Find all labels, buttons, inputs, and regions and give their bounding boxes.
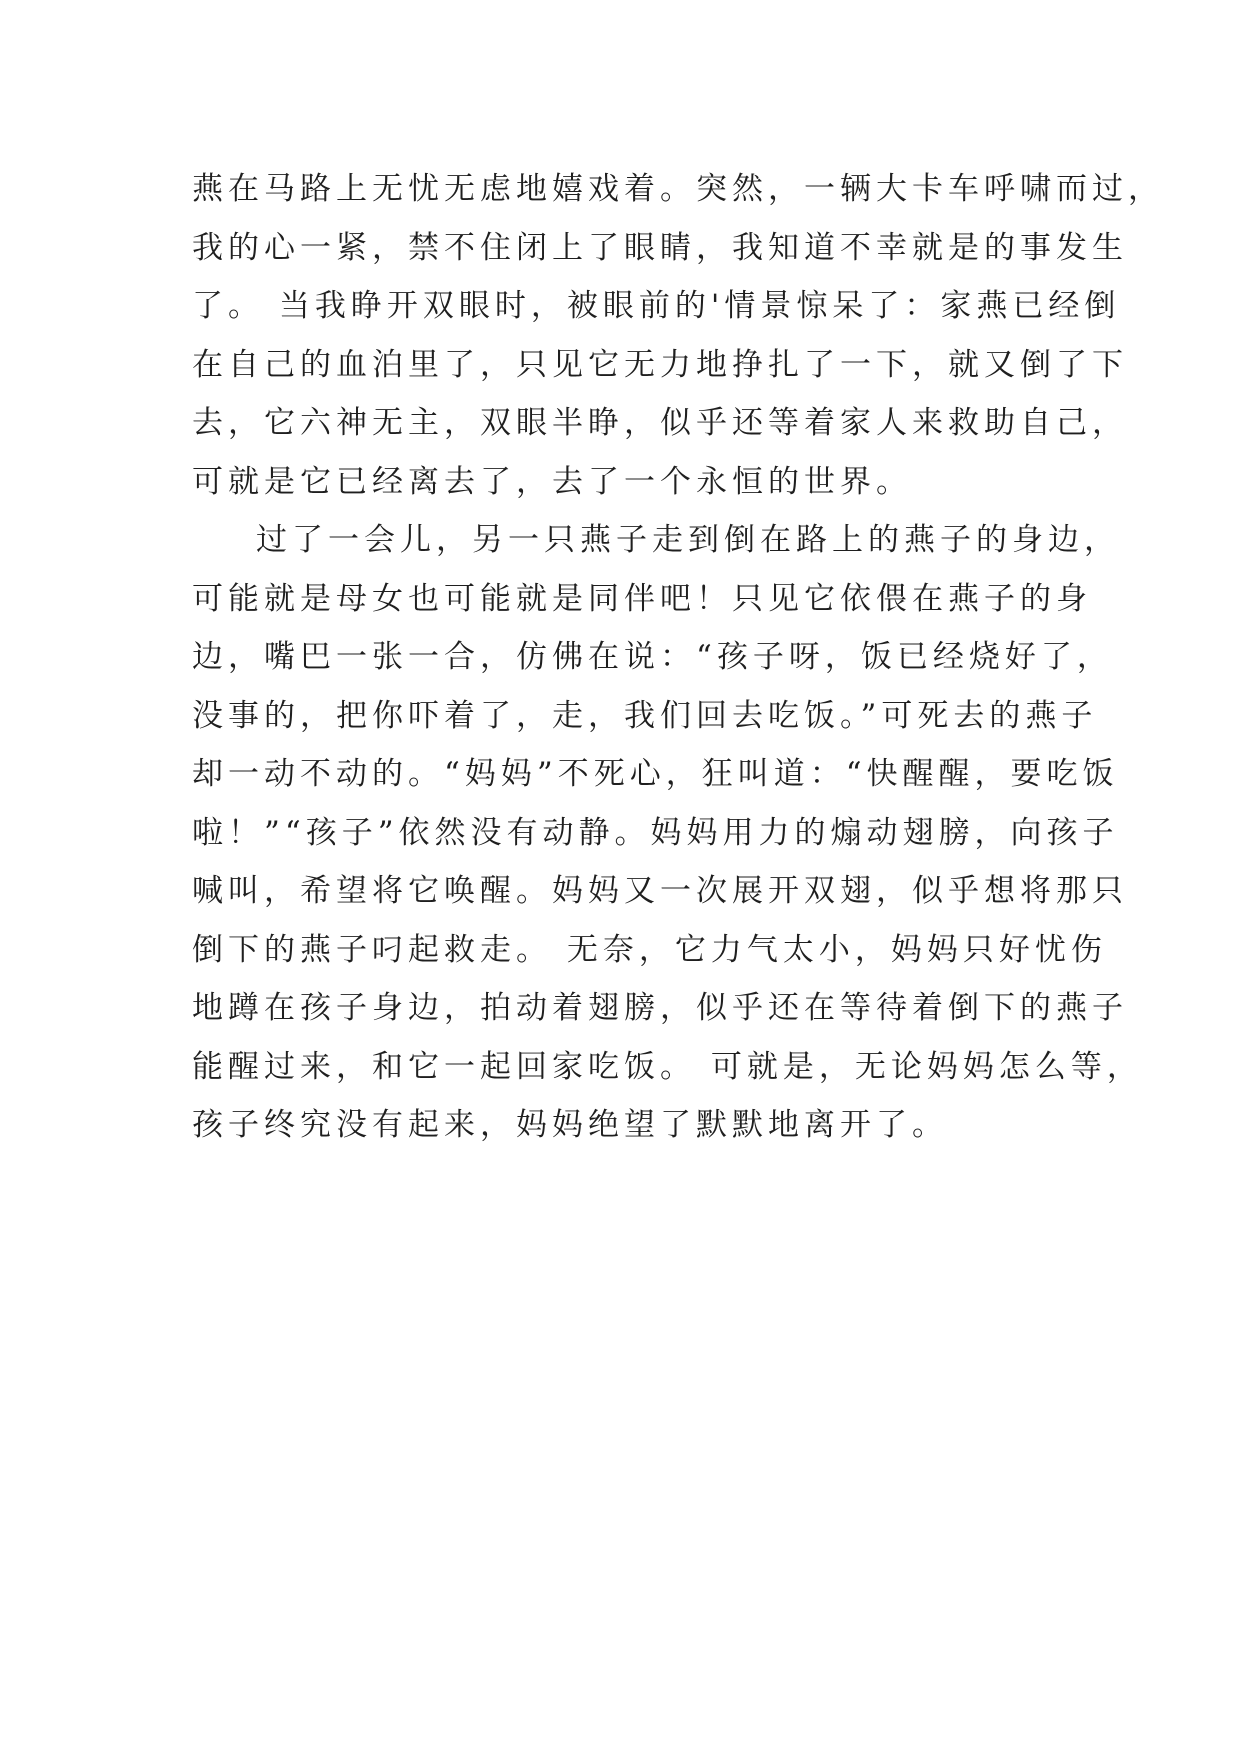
- text-line: 了。 当我睁开双眼时，被眼前的'情景惊呆了：家燕已经倒: [192, 288, 1121, 324]
- document-body: [192, 160, 1164, 1155]
- text-line: 喊叫，希望将它唤醒。妈妈又一次展开双翅，似乎想将那只: [192, 873, 1128, 909]
- text-line: 燕在马路上无忧无虑地嬉戏着。突然，一辆大卡车呼啸而过，: [192, 171, 1164, 207]
- text-line: 却一动不动的。“妈妈”不死心，狂叫道：“快醒醒，要吃饭: [192, 756, 1119, 792]
- text-line: 地蹲在孩子身边，拍动着翅膀，似乎还在等待着倒下的燕子: [192, 990, 1128, 1026]
- text-line: 没事的，把你吓着了，走，我们回去吃饭。”可死去的燕子: [192, 697, 1098, 734]
- text-line: 孩子终究没有起来，妈妈绝望了默默地离开了。: [192, 1107, 948, 1143]
- text-line: 边，嘴巴一张一合，仿佛在说：“孩子呀，饭已经烧好了，: [192, 639, 1113, 675]
- text-line: 可就是它已经离去了，去了一个永恒的世界。: [192, 463, 912, 500]
- paragraph-start-line: 过了一会儿，另一只燕子走到倒在路上的燕子的身边，: [256, 522, 1120, 558]
- text-line: 可能就是母女也可能就是同伴吧！只见它依偎在燕子的身: [192, 580, 1092, 617]
- text-line: 倒下的燕子叼起救走。 无奈，它力气太小，妈妈只好忧伤: [192, 931, 1107, 968]
- text-line: 能醒过来，和它一起回家吃饭。 可就是，无论妈妈怎么等，: [192, 1048, 1143, 1085]
- text-line: 啦！”“孩子”依然没有动静。妈妈用力的煽动翅膀，向孩子: [192, 814, 1119, 851]
- text-line: 在自己的血泊里了，只见它无力地挣扎了一下，就又倒了下: [192, 346, 1128, 383]
- text-line: 我的心一紧，禁不住闭上了眼睛，我知道不幸就是的事发生: [192, 229, 1128, 266]
- text-line: 去，它六神无主，双眼半睁，似乎还等着家人来救助自己，: [192, 405, 1128, 441]
